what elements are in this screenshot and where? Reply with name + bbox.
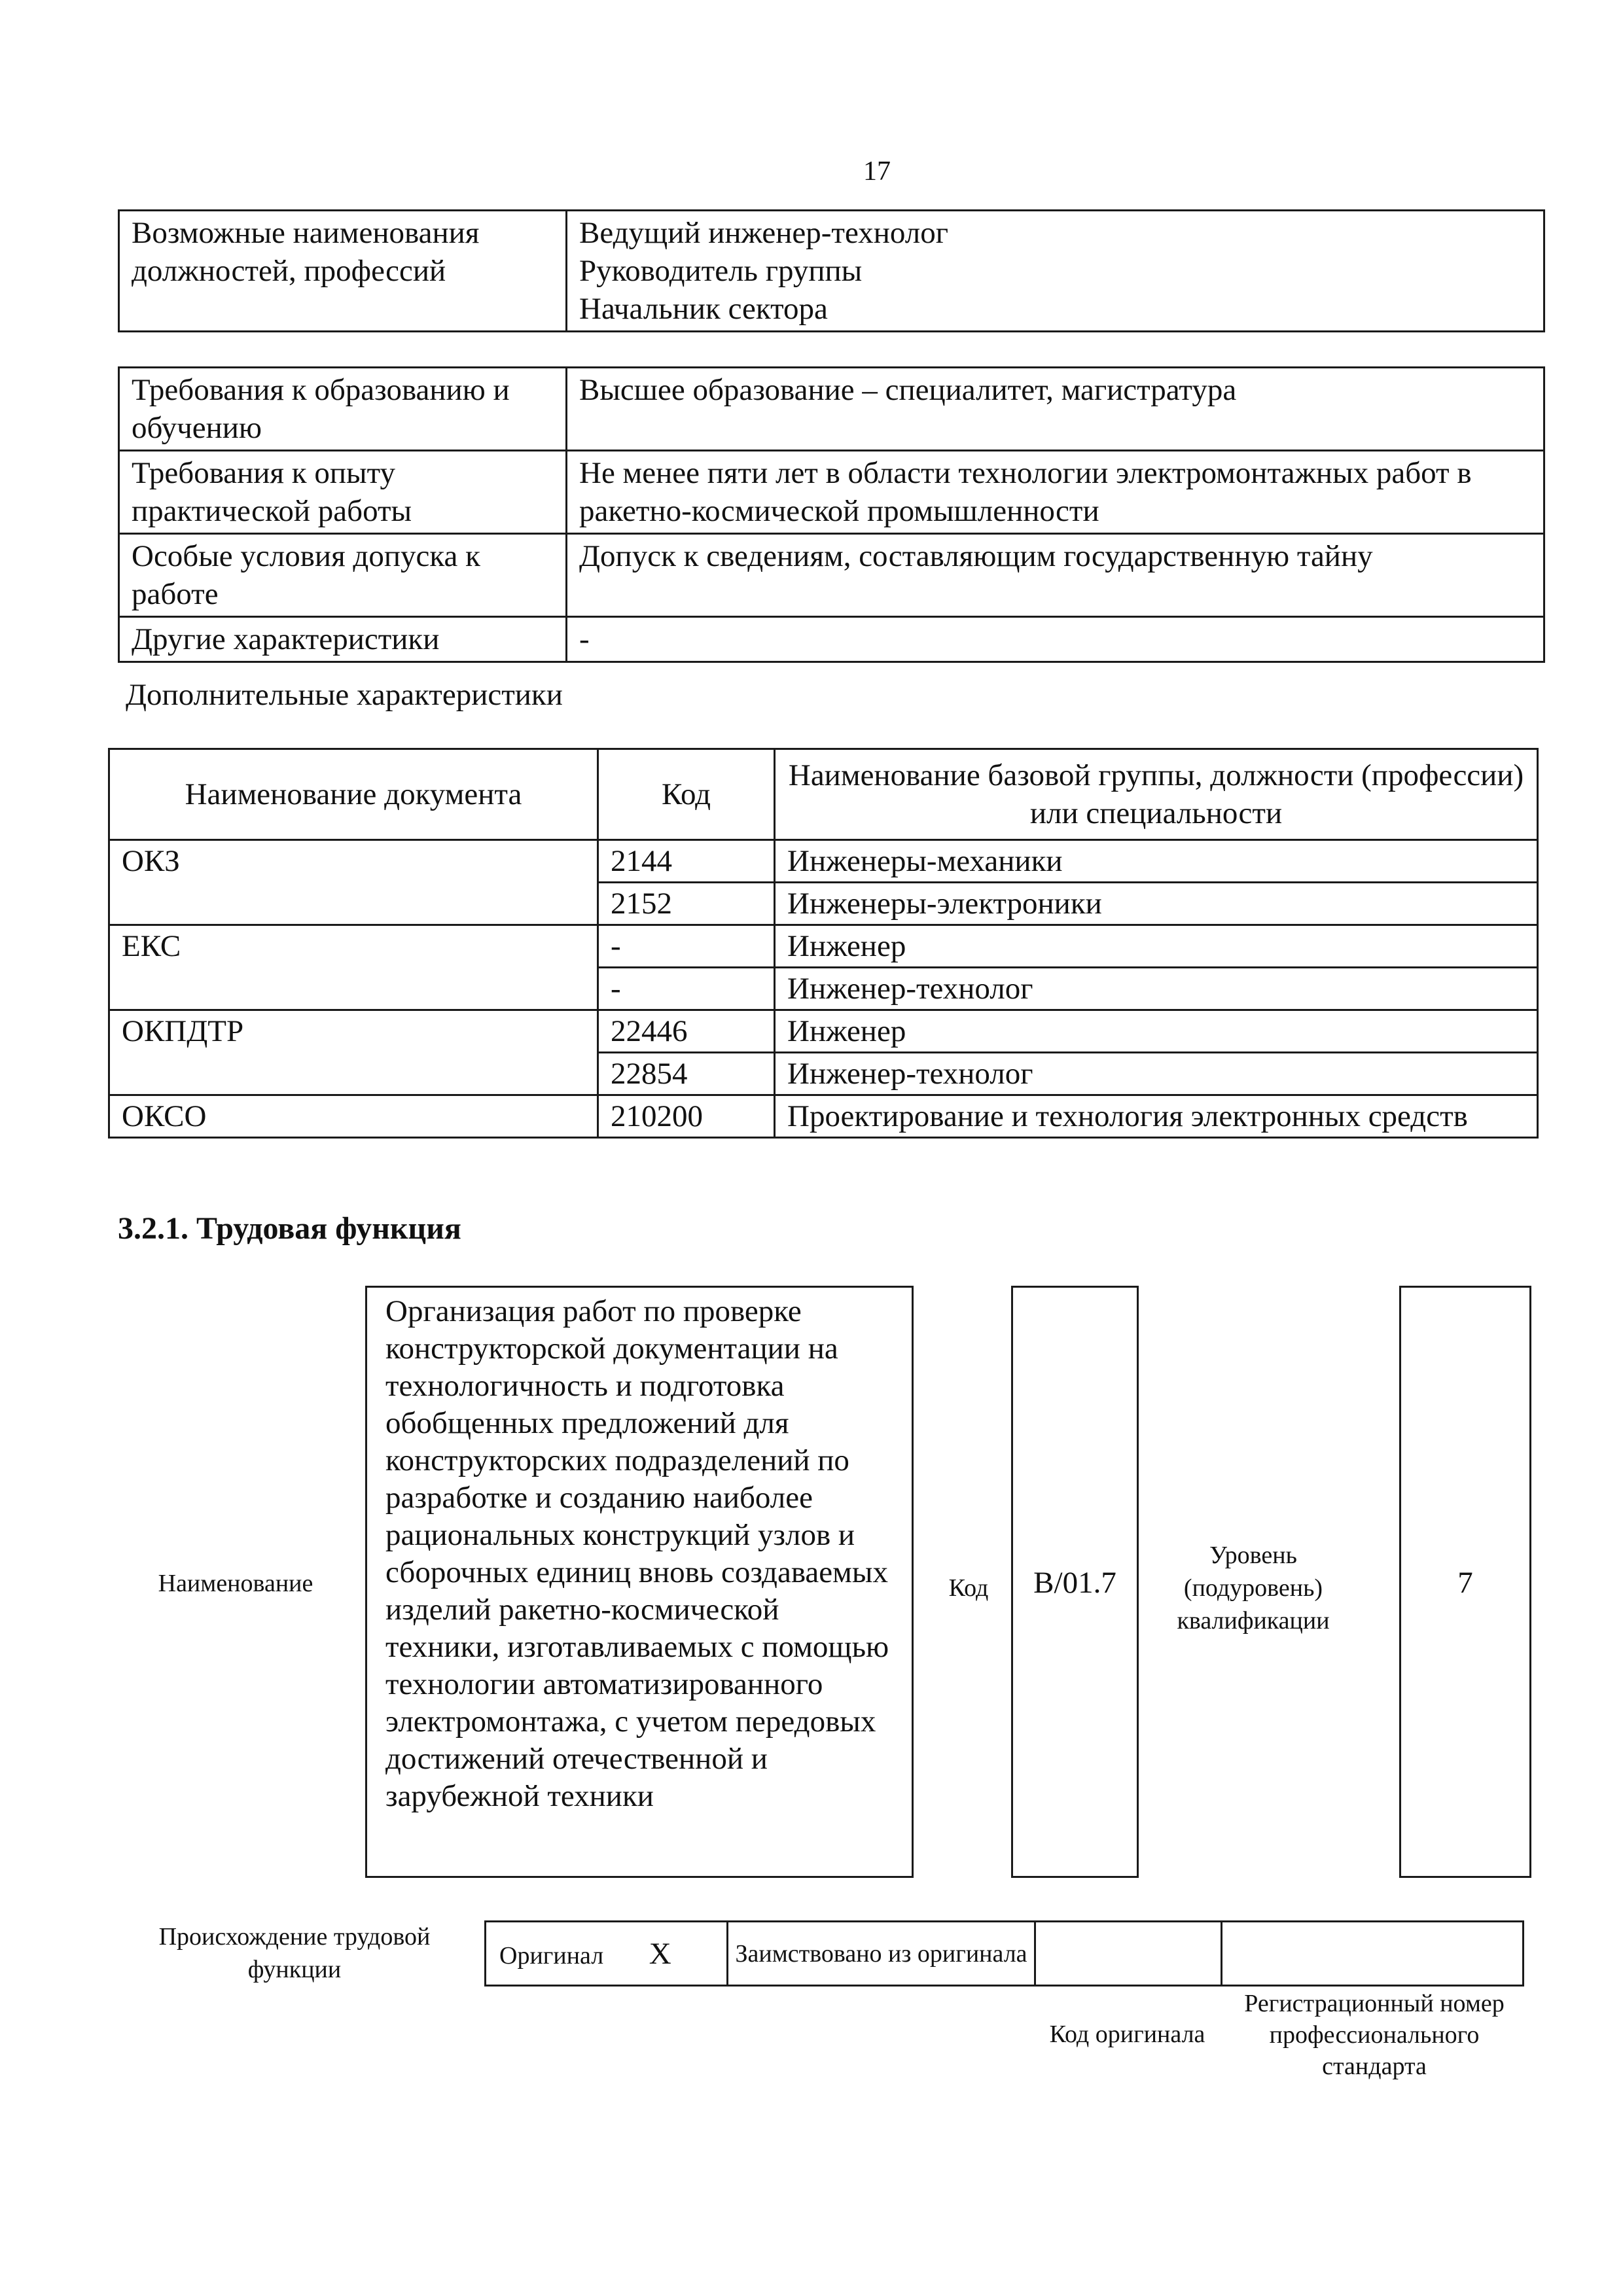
additional-title: Дополнительные характеристики — [126, 678, 563, 712]
origin-original-label: Оригинал — [499, 1941, 604, 1969]
doc-okso: ОКСО — [109, 1095, 598, 1138]
doc-okpdtr-cont — [109, 1053, 598, 1095]
function-code-box — [1011, 1286, 1139, 1878]
group-name-cell: Инженеры-электроники — [775, 883, 1538, 925]
level-value: 7 — [1457, 1566, 1473, 1600]
group-name-cell: Инженер — [775, 1010, 1538, 1053]
req-other-value: - — [567, 617, 1544, 662]
code-cell: 22446 — [598, 1010, 775, 1053]
origin-borrowed-cell — [728, 1922, 1035, 1986]
code-cell: 22854 — [598, 1053, 775, 1095]
req-access-label: Особые условия допуска к работе — [119, 534, 567, 617]
code-cell: - — [598, 925, 775, 968]
level-label: Уровень (подуровень) квалификации — [1177, 1542, 1330, 1634]
origin-original-cell — [486, 1922, 728, 1986]
function-name-label: Наименование — [158, 1570, 313, 1597]
code-cell: - — [598, 968, 775, 1010]
group-name-cell: Инженер-технолог — [775, 968, 1538, 1010]
req-education-label: Требования к образованию и обучению — [119, 368, 567, 451]
page-number: 17 — [863, 156, 891, 186]
req-experience-label: Требования к опыту практической работы — [119, 451, 567, 534]
group-name-cell: Проектирование и технология электронных средств — [775, 1095, 1538, 1138]
positions-table — [118, 209, 1545, 332]
req-experience-value: Не менее пяти лет в области технологии электромонтажных работ в ракетно-космической промышленности — [567, 451, 1544, 534]
group-name-cell: Инженеры-механики — [775, 840, 1538, 883]
origin-reg-cell — [1222, 1922, 1524, 1986]
position-item: Начальник сектора — [579, 292, 828, 326]
code-cell: 210200 — [598, 1095, 775, 1138]
positions-label: Возможные наименования должностей, профессий — [119, 211, 567, 332]
level-box — [1399, 1286, 1531, 1878]
header-group: Наименование базовой группы, должности (профессии) или специальности — [775, 749, 1538, 840]
origin-original-mark: X — [649, 1936, 671, 1971]
function-code-label: Код — [948, 1574, 989, 1602]
position-item: Ведущий инженер-технолог — [579, 216, 948, 250]
header-document: Наименование документа — [109, 749, 598, 840]
doc-okpdtr: ОКПДТР — [109, 1010, 598, 1053]
origin-label: Происхождение трудовой функции — [158, 1923, 431, 1983]
req-other-label: Другие характеристики — [119, 617, 567, 662]
origin-table — [484, 1920, 1524, 1987]
origin-borrowed-label: Заимствовано из оригинала — [735, 1939, 1027, 1968]
group-name-cell: Инженер-технолог — [775, 1053, 1538, 1095]
positions-values — [567, 211, 1544, 332]
function-code-value: B/01.7 — [1033, 1566, 1116, 1600]
doc-eks-cont — [109, 968, 598, 1010]
code-cell: 2152 — [598, 883, 775, 925]
origin-code-caption: Код оригинала — [1049, 2021, 1205, 2048]
function-name-box: Организация работ по проверке конструкторской документации на технологичность и подготовка обобщенных предложений для конструкторских подразделений по разработке и созданию наиболее рациональных конструкций узлов и сборочных единиц вновь создаваемых изделий ракетно-космической техники, изготавливаемых с помощью технологии автоматизированного электромонтажа, с учетом передовых достижений отечественной и зарубежной техники — [365, 1286, 914, 1878]
additional-table — [108, 748, 1539, 1139]
header-code: Код — [598, 749, 775, 840]
position-item: Руководитель группы — [579, 254, 863, 288]
origin-code-cell — [1035, 1922, 1222, 1986]
group-name-cell: Инженер — [775, 925, 1538, 968]
doc-eks: ЕКС — [109, 925, 598, 968]
doc-okz-cont — [109, 883, 598, 925]
doc-okz: ОКЗ — [109, 840, 598, 883]
section-heading: 3.2.1. Трудовая функция — [118, 1211, 461, 1246]
req-access-value: Допуск к сведениям, составляющим государственную тайну — [567, 534, 1544, 617]
code-cell: 2144 — [598, 840, 775, 883]
req-education-value: Высшее образование – специалитет, магистратура — [567, 368, 1544, 451]
requirements-table — [118, 366, 1545, 663]
origin-reg-caption: Регистрационный номер профессионального стандарта — [1244, 1990, 1505, 2080]
